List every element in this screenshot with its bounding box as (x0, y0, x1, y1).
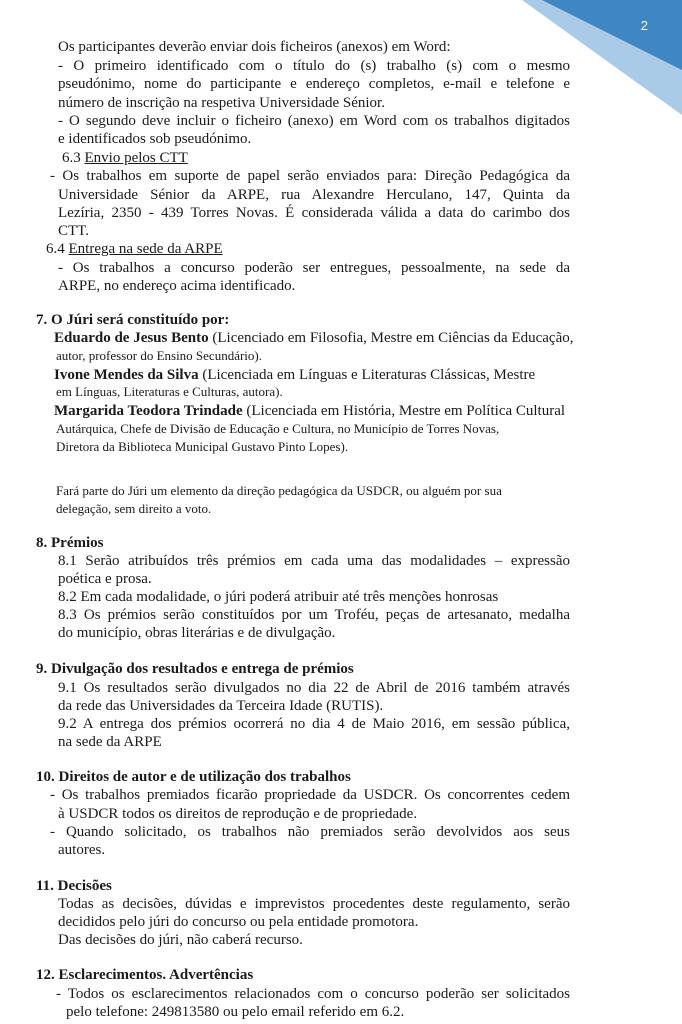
jury-member-name: Margarida Teodora Trindade (54, 403, 243, 419)
subsection-heading (62, 149, 188, 167)
jury-member-name: Eduardo de Jesus Bento (54, 330, 209, 346)
text-line: CTT. (58, 223, 89, 239)
jury-member-bio: (Licenciado em Filosofia, Mestre em Ciências da Educação, (212, 330, 574, 346)
text-line: Autárquica, Chefe de Divisão de Educação e Cultura, no Município de Torres Novas, (56, 421, 500, 436)
text-line: 9.2 A entrega dos prémios ocorrerá no dia 4 de Maio 2016, em sessão pública, (58, 716, 570, 732)
subsection-title: Entrega na sede da ARPE (68, 241, 223, 257)
subsection-number: 6.3 (62, 150, 85, 166)
jury-member (54, 329, 574, 347)
text-line: - Quando solicitado, os trabalhos não premiados serão devolvidos aos seus (50, 824, 570, 840)
text-line: Os participantes deverão enviar dois ficheiros (anexos) em Word: (58, 39, 451, 55)
jury-member-bio: (Licenciada em Línguas e Literaturas Clássicas, (202, 367, 490, 383)
text-line: 8.2 Em cada modalidade, o júri poderá atribuir até três menções honrosas (58, 589, 499, 605)
jury-member-name: Ivone Mendes da Silva (54, 367, 199, 383)
text-line: Todas as decisões, dúvidas e imprevistos procedentes deste regulamento, serão (58, 896, 570, 912)
section-heading: 9. Divulgação dos resultados e entrega de prémios (36, 661, 354, 677)
text-line: - O segundo deve incluir o ficheiro (anexo) em Word com os trabalhos digitados (58, 113, 570, 129)
section-heading: 11. Decisões (36, 878, 112, 894)
text-line: decididos pelo júri do concurso ou pela entidade promotora. (58, 914, 419, 930)
text-line: Universidade Sénior da ARPE, rua Alexandre Herculano, 147, Quinta da (58, 187, 570, 203)
text-line: ARPE, no endereço acima identificado. (58, 278, 296, 294)
jury-member (54, 366, 535, 384)
text-line: à USDCR todos os direitos de reprodução e de propriedade. (58, 806, 418, 822)
section-heading: 7. O Júri será constituído por: (36, 312, 230, 328)
jury-member-bio: (Licenciada em História, Mestre em Política Cultural (246, 403, 566, 419)
text-line: autores. (58, 842, 106, 858)
section-heading: 12. Esclarecimentos. Advertências (36, 967, 254, 983)
section-heading: 8. Prémios (36, 535, 104, 551)
text-line: e identificados sob pseudónimo. (58, 131, 252, 147)
text-line: na sede da ARPE (58, 734, 162, 750)
text-line: - Os trabalhos premiados ficarão propriedade da USDCR. Os concorrentes cedem (50, 787, 570, 803)
text-line: 8.1 Serão atribuídos três prémios em cada uma das modalidades – expressão (58, 553, 570, 569)
text-line: da rede das Universidades da Terceira Idade (RUTIS). (58, 698, 384, 714)
text-line: pelo telefone: 249813580 ou pelo email referido em 6.2. (66, 1004, 405, 1020)
subsection-heading (46, 240, 223, 258)
text-line: pseudónimo, nome do participante e endereço completos, e-mail e telefone e (58, 76, 570, 92)
text-line: Lezíria, 2350 - 439 Torres Novas. É considerada válida a data do carimbo dos (58, 205, 570, 221)
text-line: - Os trabalhos a concurso poderão ser entregues, pessoalmente, na sede da (58, 260, 570, 276)
subsection-number: 6.4 (46, 241, 69, 257)
text-line: número de inscrição na respetiva Universidade Sénior. (58, 95, 385, 111)
text-line: - O primeiro identificado com o título do (s) trabalho (s) com o mesmo (58, 58, 570, 74)
section-heading: 10. Direitos de autor e de utilização dos trabalhos (36, 769, 351, 785)
page-number: 2 (640, 18, 648, 33)
text-line: 8.3 Os prémios serão constituídos por um Troféu, peças de artesanato, medalha (58, 607, 570, 623)
jury-member (54, 402, 565, 420)
text-line: delegação, sem direito a voto. (56, 501, 212, 516)
jury-member-bio-cont: Mestre (493, 367, 536, 383)
text-line: em Línguas, Literaturas e Culturas, autora). (56, 384, 283, 399)
text-line: Diretora da Biblioteca Municipal Gustavo Pinto Lopes). (56, 439, 349, 454)
text-line: 9.1 Os resultados serão divulgados no dia 22 de Abril de 2016 também através (58, 680, 570, 696)
text-line: Fará parte do Júri um elemento da direção pedagógica da USDCR, ou alguém por sua (56, 483, 502, 498)
subsection-title: Envio pelos CTT (84, 150, 188, 166)
text-line: - Todos os esclarecimentos relacionados com o concurso poderão ser solicitados (56, 986, 570, 1002)
text-line: Das decisões do júri, não caberá recurso. (58, 932, 303, 948)
text-line: autor, professor do Ensino Secundário). (56, 348, 262, 363)
text-line: - Os trabalhos em suporte de papel serão enviados para: Direção Pedagógica da (50, 168, 570, 184)
text-line: poética e prosa. (58, 571, 152, 587)
text-line: do município, obras literárias e de divulgação. (58, 625, 336, 641)
